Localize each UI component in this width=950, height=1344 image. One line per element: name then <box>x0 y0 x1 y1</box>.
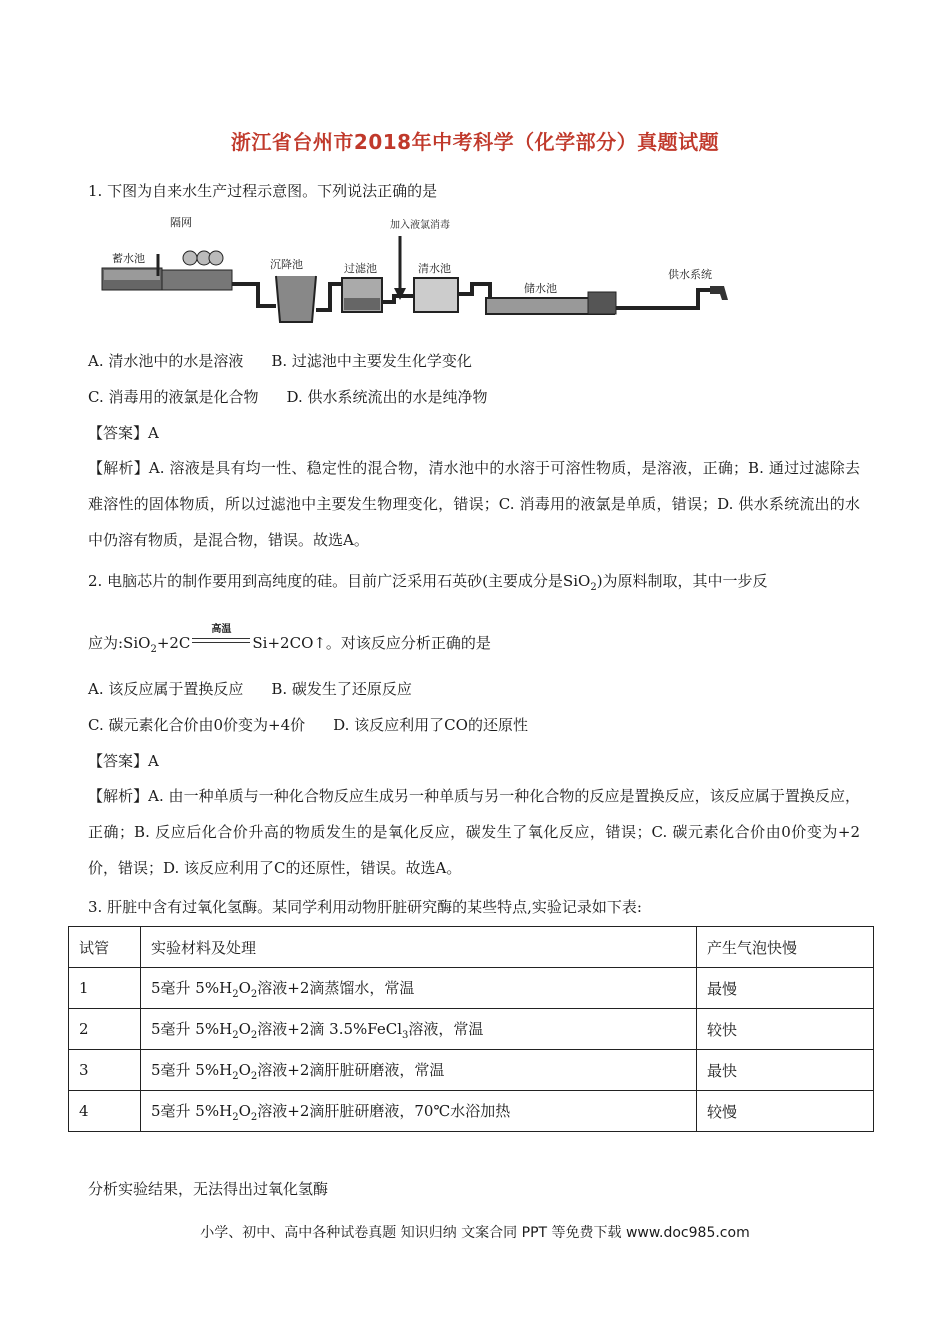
experiment-table <box>68 926 874 1132</box>
table-cell-material: 5毫升 $5\%H_2O_2$溶液+2滴肝脏研磨液，常温 <box>141 1050 697 1091</box>
q1-analysis: 【解析】A. 溶液是具有均一性、稳定性的混合物，清水池中的水溶于可溶性物质，是溶液，正确；B. 通过过滤除去难溶性的固体物质，所以过滤池中主要发生物理变化，错误；C. 消毒用的液氯是单质，错误；D. 供水系统流出的水中仍溶有物质，是混合物，错误。故选A。 <box>88 459 860 549</box>
page-footer: 小学、初中、高中各种试卷真题 知识归纳 文案合同 PPT 等免费下载 www.doc985.com <box>200 1225 750 1241</box>
table-cell-speed: 较快 <box>697 1009 874 1050</box>
q2-option-b: B. 碳发生了还原反应 <box>271 680 412 698</box>
table-cell-speed: 较慢 <box>697 1091 874 1132</box>
q2-options-row2 <box>88 714 528 736</box>
water-process-diagram <box>98 210 738 330</box>
q2-options-row1 <box>88 678 412 700</box>
table-cell-material: 5毫升 $5\%H_2O_2$溶液+2滴肝脏研磨液，70℃水浴加热 <box>141 1091 697 1132</box>
diagram-label-filter: 过滤池 <box>344 262 377 275</box>
table-header-row <box>69 927 874 968</box>
q2-option-d: D. 该反应利用了CO的还原性 <box>333 716 528 734</box>
q2-eq-text-b: +2C <box>156 634 191 652</box>
diagram-label-reservoir: 蓄水池 <box>112 252 145 265</box>
q2-option-a: A. 该反应属于置换反应 <box>88 680 244 698</box>
table-row <box>69 1091 874 1132</box>
diagram-label-settling: 沉降池 <box>270 258 303 271</box>
q1-option-c: C. 消毒用的液氯是化合物 <box>88 388 259 406</box>
q2-stem-text-a: 2. 电脑芯片的制作要用到高纯度的硅。目前广泛采用石英砂(主要成分是SiO <box>88 572 591 590</box>
q3-after-text: 分析实验结果，无法得出过氧化氢酶 <box>88 1180 329 1198</box>
table-cell-tube: 1 <box>69 968 141 1009</box>
q2-eq-text-c: Si+2CO↑。对该反应分析正确的是 <box>252 634 491 652</box>
table-row <box>69 1009 874 1050</box>
q2-stem-line1 <box>88 570 768 599</box>
q1-options-row2 <box>88 386 488 408</box>
q1-options-row1 <box>88 350 472 372</box>
q1-option-d: D. 供水系统流出的水是纯净物 <box>286 388 488 406</box>
table-header-material: 实验材料及处理 <box>141 927 697 968</box>
q2-analysis: 【解析】A. 由一种单质与一种化合物反应生成另一种单质与另一种化合物的反应是置换反应，该反应属于置换反应，正确；B. 反应后化合价升高的物质发生的是氧化反应，碳发生了氧化反应，错误；C. 碳元素化合价由0价变为+2价，错误；D. 该反应利用了C的还原性，错误。故选A。 <box>88 787 860 877</box>
diagram-label-chlorine: 加入液氯消毒 <box>390 220 450 231</box>
q2-stem-sub-a: 2 <box>590 582 597 593</box>
table-cell-tube: 4 <box>69 1091 141 1132</box>
q2-eq-text-a: 应为:SiO <box>88 634 151 652</box>
table-header-speed: 产生气泡快慢 <box>697 927 874 968</box>
table-row <box>69 1050 874 1091</box>
table-cell-speed: 最快 <box>697 1050 874 1091</box>
q2-stem-line2 <box>88 624 491 661</box>
reaction-equals-sign <box>190 624 252 654</box>
q3-stem: 3. 肝脏中含有过氧化氢酶。某同学利用动物肝脏研究酶的某些特点,实验记录如下表: <box>88 898 642 916</box>
q1-stem: 1. 下图为自来水生产过程示意图。下列说法正确的是 <box>88 182 438 200</box>
table-cell-speed: 最慢 <box>697 968 874 1009</box>
diagram-label-clear: 清水池 <box>418 262 451 275</box>
q2-option-c: C. 碳元素化合价由0价变为+4价 <box>88 716 306 734</box>
q1-option-a: A. 清水池中的水是溶液 <box>88 352 244 370</box>
diagram-label-storage: 储水池 <box>524 282 557 295</box>
q2-stem-text-b: )为原料制取，其中一步反 <box>596 572 768 590</box>
q2-eq-sub: 2 <box>150 644 157 655</box>
table-header-tube: 试管 <box>69 927 141 968</box>
document-title: 浙江省台州市2018年中考科学（化学部分）真题试题 <box>230 130 720 154</box>
table-cell-tube: 2 <box>69 1009 141 1050</box>
table-cell-material: 5毫升 $5\%H_2O_2$溶液+2滴 3.5%FeCl$_3$溶液，常温 <box>141 1009 697 1050</box>
table-cell-material: 5毫升 $5\%H_2O_2$溶液+2滴蒸馏水，常温 <box>141 968 697 1009</box>
diagram-label-supply: 供水系统 <box>668 268 712 281</box>
q2-answer: 【答案】A <box>88 752 159 770</box>
q1-answer: 【答案】A <box>88 424 159 442</box>
reaction-condition: 高温 <box>211 624 232 635</box>
table-cell-tube: 3 <box>69 1050 141 1091</box>
diagram-label-screen: 隔网 <box>170 216 192 229</box>
q1-option-b: B. 过滤池中主要发生化学变化 <box>271 352 472 370</box>
table-row <box>69 968 874 1009</box>
